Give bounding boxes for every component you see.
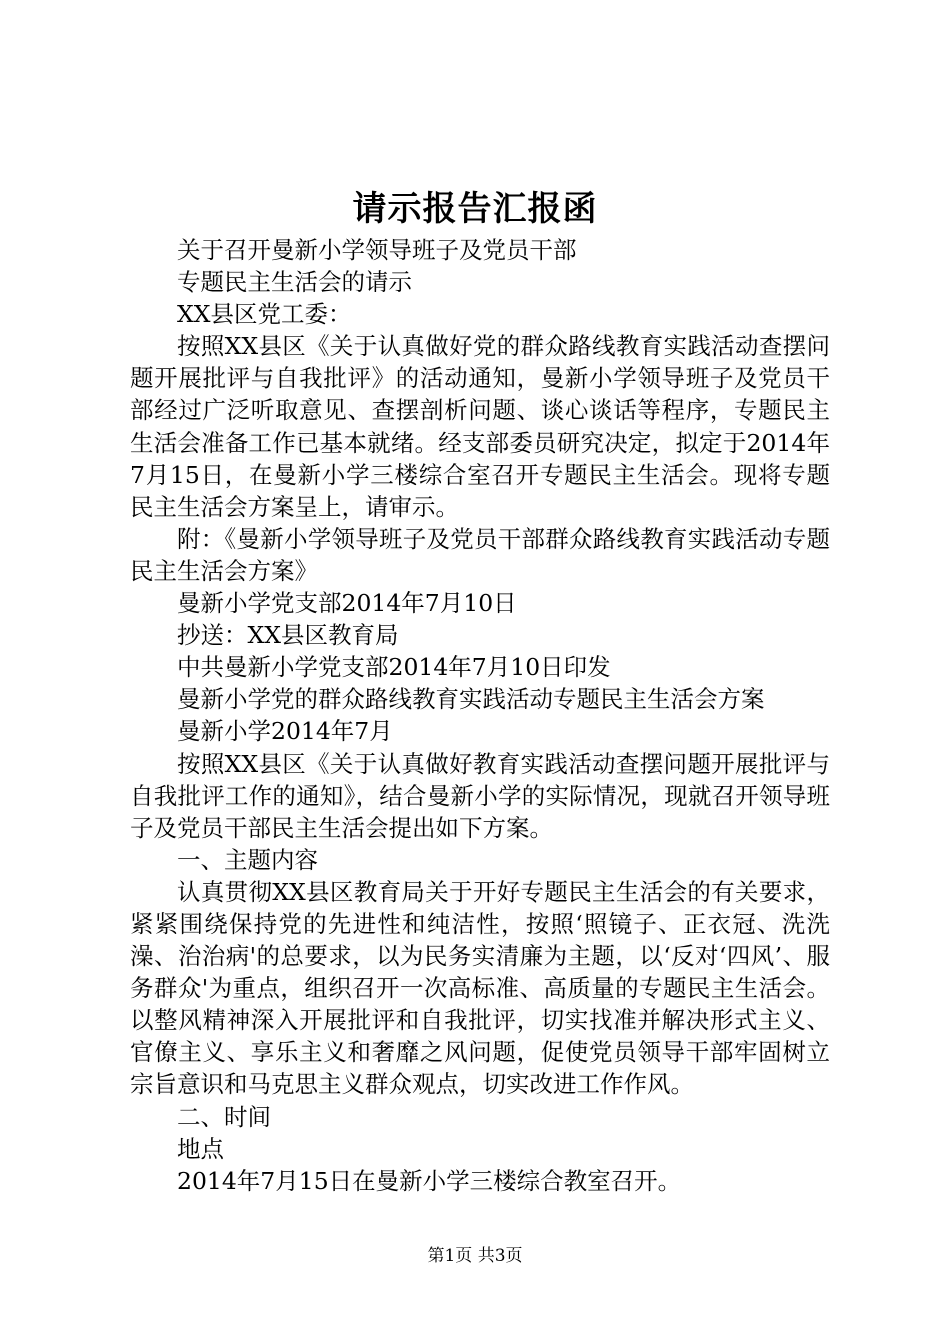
signature-date: 曼新小学党支部2014年7月10日	[177, 589, 517, 618]
paragraph-attachment: 附：《曼新小学领导班子及党员干部群众路线教育实践活动专题民主生活会方案》	[130, 524, 830, 585]
plan-title: 曼新小学党的群众路线教育实践活动专题民主生活会方案	[177, 685, 765, 714]
page-footer: 第1页 共3页	[427, 1246, 523, 1266]
document-title: 请示报告汇报函	[352, 189, 598, 229]
paragraph-plan-intro: 按照XX县区《关于认真做好教育实践活动查摆问题开展批评与自我批评工作的通知》，结合曼新小学的实际情况，现就召开领导班子及党员干部民主生活会提出如下方案。	[130, 749, 830, 842]
subject-line-1: 关于召开曼新小学领导班子及党员干部	[177, 236, 577, 264]
paragraph-request: 按照XX县区《关于认真做好党的群众路线教育实践活动查摆问题开展批评与自我批评》的活动通知，曼新小学领导班子及党员干部经过广泛听取意见、查摆剖析问题、谈心谈话等程序，专题民主生活会准备工作已基本就绪。经支部委员研究决定，拟定于2014年7月15日，在曼新小学三楼综合室召开专题民主生活会。现将专题民主生活会方案呈上，请审示。	[130, 332, 830, 521]
addressee: XX县区党工委：	[177, 300, 352, 329]
time-location-text: 2014年7月15日在曼新小学三楼综合教室召开。	[177, 1166, 682, 1195]
section-heading-time: 二、时间	[177, 1102, 271, 1131]
subject-line-2: 专题民主生活会的请示	[177, 268, 412, 297]
paragraph-theme: 认真贯彻XX县区教育局关于开好专题民主生活会的有关要求，紧紧围绕保持党的先进性和纯洁性，按照‘照镜子、正衣冠、洗洗澡、治治病'的总要求，以为民务实清廉为主题，以‘反对‘四风’、服务群众'为重点，组织召开一次高标准、高质量的专题民主生活会。以整风精神深入开展批评和自我批评，切实找准并解决形式主义、官僚主义、享乐主义和奢靡之风问题，促使党员领导干部牢固树立宗旨意识和马克思主义群众观点，切实改进工作作风。	[130, 877, 830, 1099]
document-body	[130, 234, 830, 1197]
section-heading-theme: 一、主题内容	[177, 845, 318, 874]
location-label: 地点	[177, 1134, 224, 1163]
plan-date: 曼新小学2014年7月	[177, 717, 393, 746]
issued-line: 中共曼新小学党支部2014年7月10日印发	[177, 653, 611, 682]
cc-line: 抄送：XX县区教育局	[177, 621, 399, 650]
